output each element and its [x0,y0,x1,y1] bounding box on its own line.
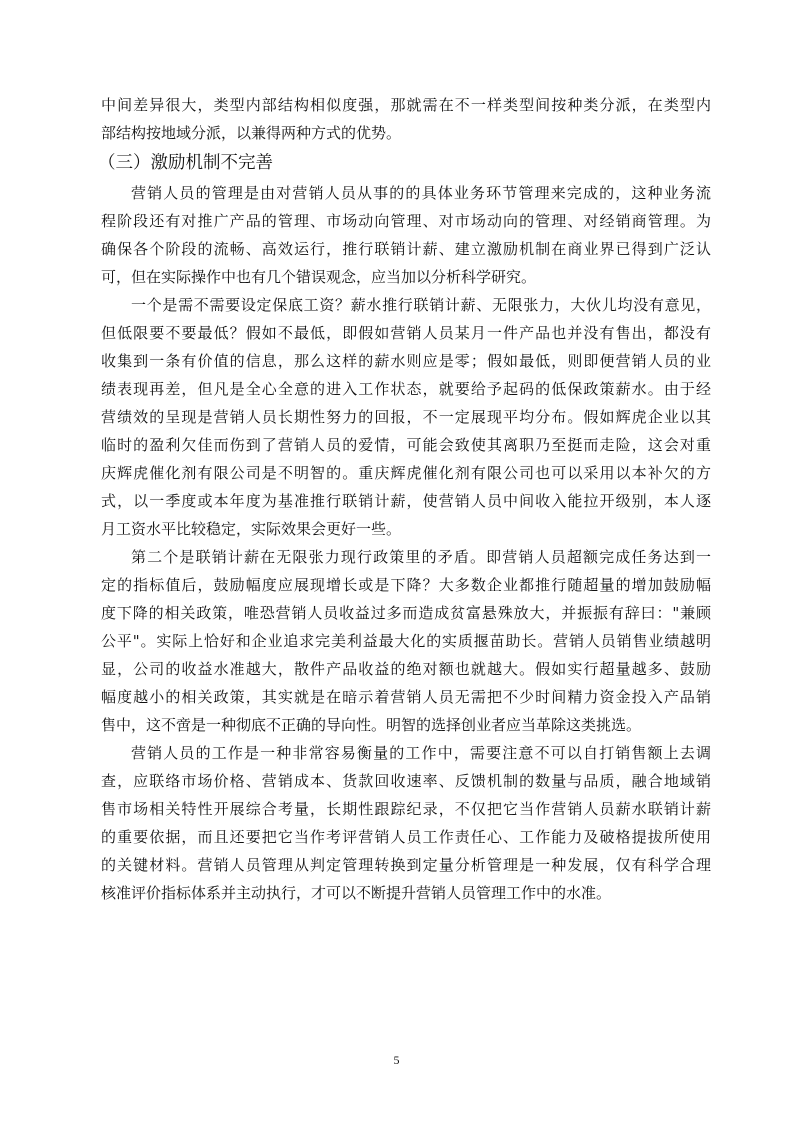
text-line: 营销人员的管理是由对营销人员从事的的具体业务环节管理来完成的，这种业务流 [131,184,711,202]
text-line: 的重要依据，而且还要把它当作考评营销人员工作责任心、工作能力及破格提拔所使用 [101,828,711,846]
text-line: 幅度越小的相关政策，其实就是在暗示着营销人员无需把不少时间精力资金投入产品销 [101,688,711,706]
text-line: 收集到一条有价值的信息，那么这样的薪水则应是零；假如最低，则即便营销人员的业 [101,352,711,370]
text-line: 公平"。实际上恰好和企业追求完美利益最大化的实质揠苗助长。营销人员销售业绩越明 [101,632,711,650]
text-line: 定的指标值后，鼓励幅度应展现增长或是下降？大多数企业都推行随超量的增加鼓励幅 [101,576,711,594]
text-line: 查，应联络市场价格、营销成本、货款回收速率、反馈机制的数量与品质，融合地域销 [101,772,711,790]
body-text [98,91,711,907]
text-line: 核准评价指标体系并主动执行，才可以不断提升营销人员管理工作中的水准。 [101,884,612,902]
text-line: 可，但在实际操作中也有几个错误观念，应当加以分析科学研究。 [101,268,537,286]
text-line: 显，公司的收益水准越大，散件产品收益的绝对额也就越大。假如实行超量越多、鼓励 [101,660,711,678]
text-line: 营销人员的工作是一种非常容易衡量的工作中，需要注意不可以自打销售额上去调 [131,744,711,762]
text-line: 式，以一季度或本年度为基准推行联销计薪，使营销人员中间收入能拉开级别，本人逐 [101,492,711,510]
text-line: 度下降的相关政策，唯恐营销人员收益过多而造成贫富悬殊放大，并振振有辞曰："兼顾 [101,604,711,622]
text-line: 部结构按地域分派，以兼得两种方式的优势。 [101,124,402,142]
paragraph-continued [101,91,711,147]
text-line: 营绩效的呈现是营销人员长期性努力的回报，不一定展现平均分布。假如辉虎企业以其 [101,408,711,426]
text-line: 确保各个阶段的流畅、高效运行，推行联销计薪、建立激励机制在商业界已得到广泛认 [101,240,711,258]
paragraph-performance-evaluation [101,739,711,907]
text-line: 中间差异很大，类型内部结构相似度强，那就需在不一样类型间按种类分派，在类型内 [101,96,711,114]
paragraph-incentive-contradiction [101,543,711,739]
text-line: 绩表现再差，但凡是全心全意的进入工作状态，就要给予起码的低保政策薪水。由于经 [101,380,711,398]
page-number: 5 [393,1053,400,1067]
paragraph-management-process [101,179,711,291]
text-line: 程阶段还有对推广产品的管理、市场动向管理、对市场动向的管理、对经销商管理。为 [101,212,711,230]
text-line: 售中，这不啻是一种彻底不正确的导向性。明智的选择创业者应当革除这类挑选。 [101,716,642,734]
text-line: 第二个是联销计薪在无限张力现行政策里的矛盾。即营销人员超额完成任务达到一 [131,548,711,566]
text-line: 但低限要不要最低？假如不最低，即假如营销人员某月一件产品也并没有售出，都没有 [101,324,711,342]
text-line: 临时的盈利欠佳而伤到了营销人员的爱情，可能会致使其离职乃至挺而走险，这会对重 [101,436,711,454]
text-line: 的关键材料。营销人员管理从判定管理转换到定量分析管理是一种发展，仅有科学合理 [101,856,711,874]
text-line: 售市场相关特性开展综合考量，长期性跟踪纪录，不仅把它当作营销人员薪水联销计薪 [101,800,711,818]
text-line: 庆辉虎催化剂有限公司是不明智的。重庆辉虎催化剂有限公司也可以采用以本补欠的方 [101,464,711,482]
section-heading: （三）激励机制不完善 [98,153,273,173]
text-line: 月工资水平比较稳定，实际效果会更好一些。 [101,520,402,538]
paragraph-base-salary [101,291,711,543]
text-line: 一个是需不需要设定保底工资？薪水推行联销计薪、无限张力，大伙儿均没有意见， [131,296,711,314]
